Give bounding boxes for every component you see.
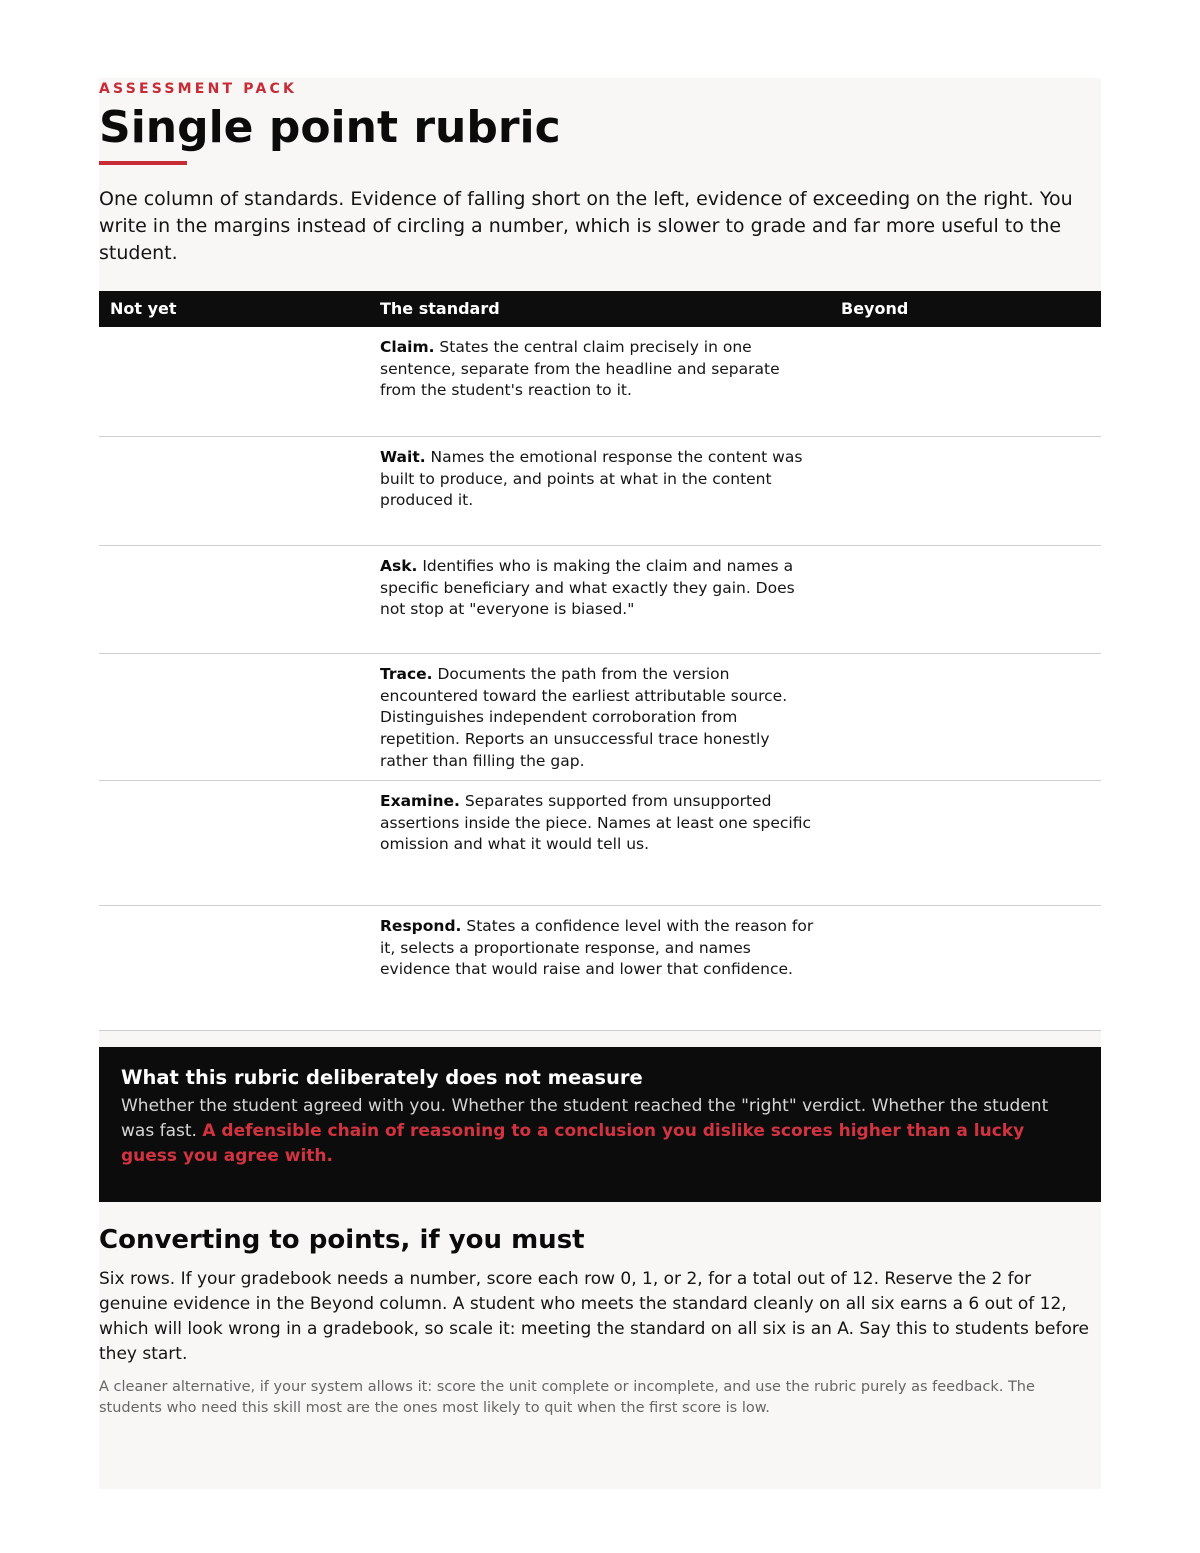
standard-text: Documents the path from the version encountered toward the earliest attributable source. Distinguishes independent corroboration from repetition. Reports an unsuccessful trace honestly rather than filling the gap. [380,665,788,770]
rubric-row-wait [99,437,1101,546]
standard-cell [380,791,820,856]
callout-highlight: A defensible chain of reasoning to a conclusion you dislike scores higher than a lucky guess you agree with. [121,1121,1025,1166]
beyond-cell[interactable] [831,546,1101,653]
rubric-header [99,291,1101,327]
standard-name: Ask. [380,557,418,575]
standard-cell [380,664,820,773]
callout-title: What this rubric deliberately does not measure [121,1066,643,1089]
standard-text: Names the emotional response the content was built to produce, and points at what in the content produced it. [380,448,803,510]
callout-box [99,1047,1101,1202]
callout-body [121,1094,1081,1169]
standard-name: Respond. [380,917,462,935]
title-underline [99,161,187,165]
standard-text: Identifies who is making the claim and names a specific beneficiary and what exactly they gain. Does not stop at "everyone is biased." [380,557,795,619]
standard-name: Claim. [380,338,435,356]
standard-text: States the central claim precisely in one sentence, separate from the headline and separate from the student's reaction to it. [380,338,780,400]
section-title: Converting to points, if you must [99,1225,585,1255]
standard-cell [380,337,820,402]
not-yet-cell[interactable] [99,781,369,905]
not-yet-cell[interactable] [99,654,369,780]
standard-name: Examine. [380,792,460,810]
not-yet-cell[interactable] [99,437,369,545]
standard-cell [380,556,820,621]
beyond-cell[interactable] [831,781,1101,905]
not-yet-cell[interactable] [99,546,369,653]
rubric-row-trace [99,654,1101,781]
eyebrow-label: ASSESSMENT PACK [99,81,298,97]
rubric-row-respond [99,906,1101,1031]
column-header-standard: The standard [380,299,500,318]
beyond-cell[interactable] [831,327,1101,436]
standard-text: Separates supported from unsupported assertions inside the piece. Names at least one specific omission and what it would tell us. [380,792,812,854]
beyond-cell[interactable] [831,654,1101,780]
standard-text: States a confidence level with the reason for it, selects a proportionate response, and names evidence that would raise and lower that confidence. [380,917,814,979]
not-yet-cell[interactable] [99,327,369,436]
not-yet-cell[interactable] [99,906,369,1030]
rubric-row-ask [99,546,1101,654]
standard-cell [380,447,820,512]
standard-cell [380,916,820,981]
rubric-row-claim [99,327,1101,437]
callout-text: Whether the student agreed with you. Whether the student reached the "right" verdict. Whether the student was fast. [121,1096,1049,1141]
section-note: A cleaner alternative, if your system allows it: score the unit complete or incomplete, and use the rubric purely as feedback. The students who need this skill most are the ones most likely to quit when the first score is low. [99,1379,1035,1416]
page [99,78,1101,1489]
standard-name: Wait. [380,448,426,466]
beyond-cell[interactable] [831,437,1101,545]
intro-paragraph: One column of standards. Evidence of falling short on the left, evidence of exceeding on the right. You write in the margins instead of circling a number, which is slower to grade and far more useful to the student. [99,188,1073,264]
page-title: Single point rubric [99,102,561,153]
column-header-beyond: Beyond [841,299,909,318]
beyond-cell[interactable] [831,906,1101,1030]
section-body: Six rows. If your gradebook needs a number, score each row 0, 1, or 2, for a total out of 12. Reserve the 2 for genuine evidence in the Beyond column. A student who meets the standard cleanly on all six earns a 6 out of 12, which will look wrong in a gradebook, so scale it: meeting the standard on all six is an A. Say this to students before they start. [99,1269,1089,1364]
column-header-not-yet: Not yet [110,299,177,318]
rubric-table [99,327,1101,1031]
rubric-row-examine [99,781,1101,906]
standard-name: Trace. [380,665,433,683]
